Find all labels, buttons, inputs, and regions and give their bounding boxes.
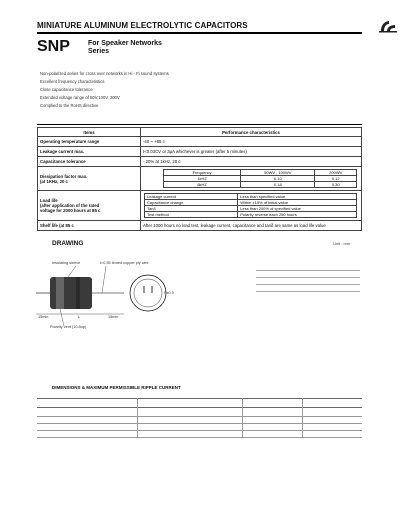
table-col-divider xyxy=(137,398,138,438)
dissipation-cell-value: 1kHZ xyxy=(164,176,241,182)
cap-tol-label: Capacitance tolerance xyxy=(38,157,141,167)
label-length-l: L xyxy=(78,315,81,319)
table-row xyxy=(256,270,360,271)
spec-header-row xyxy=(38,128,362,137)
dissipation-header: 50WV , 100WV xyxy=(241,170,315,176)
operating-temp-label: Operating temperature range xyxy=(38,137,141,147)
table-row xyxy=(37,416,362,417)
dimension-mini-table xyxy=(256,268,360,294)
drawing-unit: Unit : mm xyxy=(333,241,351,246)
cap-tol-value: - 20% at 1kHz, 20 c xyxy=(141,157,362,167)
table-row xyxy=(37,437,362,438)
label-sleeve: Insulating sleeve xyxy=(52,261,81,265)
label-lead-length: 15min xyxy=(108,315,119,319)
dissipation-label xyxy=(38,167,141,191)
spec-row xyxy=(38,221,362,231)
table-row xyxy=(256,291,360,292)
load-life-table xyxy=(144,193,357,218)
label-lead-length-left: 15min xyxy=(38,315,49,319)
dissipation-header: Frequency xyxy=(164,170,241,176)
load-life-value: Less than 200% of specified value xyxy=(238,206,357,212)
spec-row xyxy=(38,157,362,167)
load-life-key: Capacitance change xyxy=(145,200,238,206)
dissipation-label-1: Dissipation factor max. xyxy=(40,173,88,179)
dissipation-cell-value: 0.12 xyxy=(315,176,357,182)
capacitor-end-view-icon xyxy=(130,275,166,311)
dimensions-title: DIMENSIONS & MAXIMUM PERMISSIBLE RIPPLE CURRENT xyxy=(52,385,181,390)
shelf-life-value: After 1000 hours no load test, leakage current, capacitance and tanδ are same as load life value xyxy=(141,221,362,231)
spec-row xyxy=(38,191,362,221)
col-items: Items xyxy=(38,128,141,137)
feature-item: Excellent frequency characteristics xyxy=(40,79,105,84)
operating-temp-value: -40 ~ +85 c xyxy=(141,137,362,147)
table-row xyxy=(37,423,362,424)
spec-row xyxy=(38,167,362,191)
leader-line xyxy=(68,266,76,277)
drawing-title: DRAWING xyxy=(52,240,84,247)
table-rule xyxy=(37,398,362,399)
shelf-life-label: Shelf life (at 85 c xyxy=(38,221,141,231)
label-wire: t=0.55 tinned copper ply wire xyxy=(100,261,149,265)
page-header xyxy=(37,19,362,33)
col-performance: Performance characteristics xyxy=(141,128,362,137)
header-rule xyxy=(37,32,362,34)
spec-row xyxy=(38,147,362,157)
dissipation-cell-value: 0.30 xyxy=(315,182,357,188)
feature-item: Close capacitance tolerance xyxy=(40,87,93,92)
load-life-value: Within ±15% of initial value xyxy=(238,200,357,206)
table-col-divider xyxy=(302,398,303,438)
subtitle-line-1: For Speaker Networks xyxy=(88,40,162,47)
series-code: SNP xyxy=(37,38,70,55)
label-pitch: F±0.5 xyxy=(164,291,174,295)
table-col-divider xyxy=(242,398,243,438)
load-life-label-1: Load life xyxy=(40,198,58,203)
load-life-key: Leakage current xyxy=(145,194,238,200)
dissipation-label-2: (at 1KHz, 20 c xyxy=(40,178,68,184)
section-rule xyxy=(37,124,362,125)
feature-item: Extended voltage range of 50V,100V, 200V xyxy=(40,95,120,100)
subtitle-line-2: Series xyxy=(88,48,110,55)
leakage-label: Leakage current max. xyxy=(38,147,141,157)
capacitor-drawing xyxy=(36,250,366,345)
brand-logo-icon xyxy=(377,19,399,33)
load-life-value: Polarity reverse each 250 hours xyxy=(238,212,357,218)
ripple-current-table xyxy=(37,395,362,443)
dissipation-cell-value: 0.10 xyxy=(241,176,315,182)
dissipation-header: 200WV xyxy=(315,170,357,176)
feature-item: Non-polarized series for cross over networks in Hi - Fi sound systems xyxy=(40,71,169,76)
leakage-value: I<0.03CV or 3μA whichever is greater (after 5 minutes) xyxy=(141,147,362,157)
feature-list xyxy=(40,70,169,110)
table-row xyxy=(256,277,360,278)
table-row xyxy=(256,284,360,285)
feature-item: Complied to the RoHS directive xyxy=(40,103,99,108)
load-life-key: Tanδ xyxy=(145,206,238,212)
dissipation-table xyxy=(163,169,357,188)
spec-table xyxy=(37,127,362,231)
load-life-value: Less than specified value xyxy=(238,194,357,200)
load-life-label-2: (after application of the rated xyxy=(40,203,100,208)
leader-line xyxy=(60,309,64,326)
spec-row xyxy=(38,137,362,147)
load-life-label xyxy=(38,191,141,221)
category-title: MINIATURE ALUMINUM ELECTROLYTIC CAPACITORS xyxy=(37,21,248,30)
series-subtitle xyxy=(88,40,162,56)
dissipation-cell-value: 8kHZ xyxy=(164,182,241,188)
load-life-cell xyxy=(141,191,362,221)
dissipation-cell xyxy=(141,167,362,191)
leader-line xyxy=(102,266,106,293)
load-life-label-3: voltage for 2000 hours at 85 c xyxy=(40,208,101,213)
label-polarity: Polarity vent (10.8up) xyxy=(50,325,87,329)
table-row xyxy=(37,430,362,431)
load-life-key: Test method xyxy=(145,212,238,218)
capacitor-body-icon xyxy=(36,277,124,309)
table-rule xyxy=(37,407,362,408)
dissipation-cell-value: 0.18 xyxy=(241,182,315,188)
